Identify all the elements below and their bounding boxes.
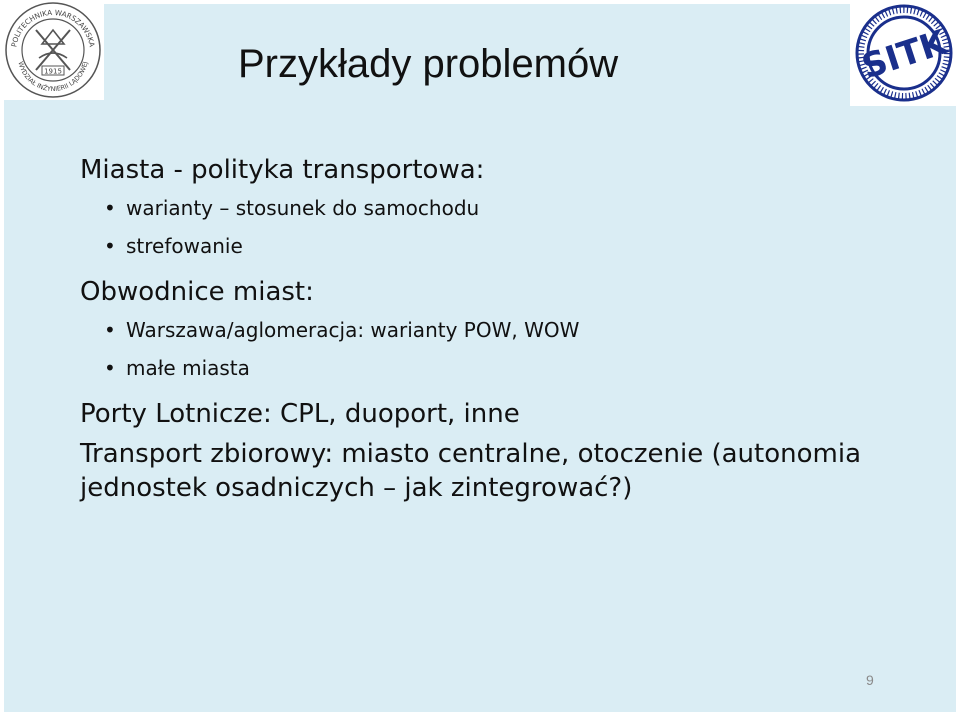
sitk-logo: [850, 0, 958, 106]
university-seal-logo: [2, 0, 104, 100]
section-heading-ring-roads: Obwodnice miast:: [80, 277, 314, 307]
page-number: 9: [866, 672, 874, 688]
section-heading-public-transport: Transport zbiorowy: miasto centralne, otoczenie (autonomia jednostek osadniczych – jak zintegrować?): [80, 439, 862, 503]
section-heading-city-policy: Miasta - polityka transportowa:: [80, 155, 485, 185]
bullet-list-ring-roads: [80, 311, 900, 387]
svg-text:POLITECHNIKA WARSZAWSKA: POLITECHNIKA WARSZAWSKA: [9, 7, 97, 48]
bullet-icon: •: [104, 356, 116, 380]
section-heading-airports: Porty Lotnicze: CPL, duoport, inne: [80, 399, 520, 429]
svg-text:SITK: SITK: [857, 22, 953, 88]
bullet-icon: •: [104, 318, 116, 342]
bullet-icon: •: [104, 234, 116, 258]
slide-content: [80, 153, 900, 505]
bullet-icon: •: [104, 196, 116, 220]
list-item: • Warszawa/aglomeracja: warianty POW, WOW: [126, 311, 900, 349]
list-item: • warianty – stosunek do samochodu: [126, 189, 900, 227]
slide-title: Przykłady problemów: [238, 42, 619, 86]
list-item: • strefowanie: [126, 227, 900, 265]
list-item: • małe miasta: [126, 349, 900, 387]
bullet-list-city-policy: [80, 189, 900, 265]
svg-text:1915: 1915: [44, 67, 62, 76]
svg-text:WYDZIAŁ INŻYNIERII LĄDOWEJ: WYDZIAŁ INŻYNIERII LĄDOWEJ: [16, 60, 90, 94]
